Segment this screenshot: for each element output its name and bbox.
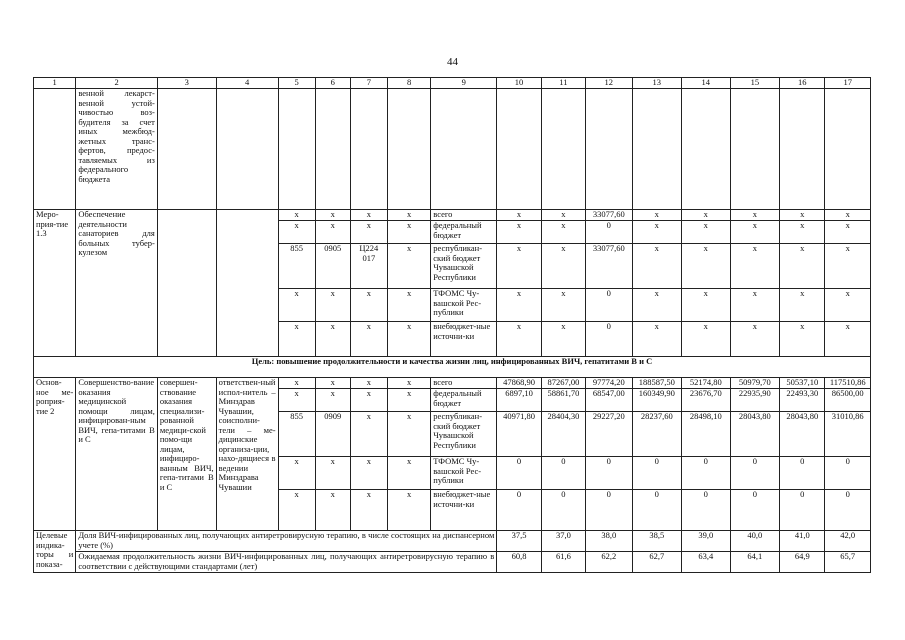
budget-code: x [387, 457, 430, 490]
funding-value: 117510,86 [825, 378, 871, 389]
indicator-row [34, 552, 871, 573]
funding-value: 50979,70 [730, 378, 780, 389]
measure-desc: Совершенство-вание оказания медицинской помощи лицам, инфицирован-ным ВИЧ, гепа-титами В и С [76, 378, 158, 531]
budget-code: x [278, 490, 315, 531]
funding-value: x [825, 289, 871, 322]
indicator-value: 40,0 [730, 531, 780, 552]
budget-code: x [278, 210, 315, 221]
funding-value: x [825, 210, 871, 221]
column-number: 8 [387, 78, 430, 89]
continuation-row [34, 89, 871, 210]
funding-value: x [632, 244, 682, 289]
funding-value: x [541, 221, 585, 244]
funding-value: 0 [825, 457, 871, 490]
funding-source: федеральный бюджет [431, 221, 497, 244]
indicator-value: 62,7 [632, 552, 682, 573]
budget-code: x [350, 378, 387, 389]
goal-text: Цель: повышение продолжительности и качества жизни лиц, инфицированных ВИЧ, гепатитами В и С [34, 357, 871, 378]
budget-code: x [278, 389, 315, 412]
funding-value: x [632, 210, 682, 221]
indicator-value: 37,0 [541, 531, 585, 552]
funding-value: 0 [825, 490, 871, 531]
column-number: 14 [682, 78, 731, 89]
column-number: 12 [586, 78, 632, 89]
budget-code: 0905 [315, 244, 350, 289]
budget-code: x [350, 412, 387, 457]
budget-code: x [278, 289, 315, 322]
funding-value: x [682, 289, 731, 322]
funding-value: x [541, 322, 585, 357]
budget-code: x [278, 322, 315, 357]
funding-source: республикан-ский бюджет Чувашской Республики [431, 412, 497, 457]
funding-value: x [497, 322, 541, 357]
budget-code: x [278, 378, 315, 389]
funding-source: ТФОМС Чу-вашской Рес-публики [431, 457, 497, 490]
indicator-value: 61,6 [541, 552, 585, 573]
column-number-row [34, 78, 871, 89]
funding-value: 31010,86 [825, 412, 871, 457]
funding-row [34, 378, 871, 389]
funding-value: 0 [586, 457, 632, 490]
column-number: 11 [541, 78, 585, 89]
funding-value: 0 [497, 457, 541, 490]
column-number: 17 [825, 78, 871, 89]
funding-value: 33077,60 [586, 244, 632, 289]
funding-value: x [497, 244, 541, 289]
funding-source: внебюджет-ные источни-ки [431, 322, 497, 357]
funding-value: 0 [730, 490, 780, 531]
budget-code: x [350, 221, 387, 244]
budget-code: x [350, 210, 387, 221]
funding-value: 40971,80 [497, 412, 541, 457]
budget-code: x [315, 210, 350, 221]
goal-row [34, 357, 871, 378]
goal-link [157, 210, 216, 357]
funding-value: x [682, 221, 731, 244]
funding-source: внебюджет-ные источни-ки [431, 490, 497, 531]
funding-value: x [497, 221, 541, 244]
funding-source: всего [431, 210, 497, 221]
funding-value: 0 [541, 490, 585, 531]
column-number: 4 [216, 78, 278, 89]
budget-code: x [315, 490, 350, 531]
funding-value: x [825, 221, 871, 244]
budget-code: 855 [278, 412, 315, 457]
budget-code: 855 [278, 244, 315, 289]
executor [216, 210, 278, 357]
funding-value: 0 [586, 322, 632, 357]
funding-value: 188587,50 [632, 378, 682, 389]
goal-link: совершен-ствование оказания специализи-рованной медици-ской помо-щи лицам, инфициро-ванным ВИЧ, гепа-титами В и С [157, 378, 216, 531]
funding-value: 160349,90 [632, 389, 682, 412]
indicators-label: Целевые индика-торы и показа- [34, 531, 76, 573]
column-number: 9 [431, 78, 497, 89]
indicator-value: 37,5 [497, 531, 541, 552]
funding-value: x [682, 244, 731, 289]
indicator-row [34, 531, 871, 552]
column-number: 15 [730, 78, 780, 89]
funding-value: 0 [541, 457, 585, 490]
funding-value: 28043,80 [780, 412, 825, 457]
funding-value: 0 [586, 221, 632, 244]
funding-row [34, 210, 871, 221]
program-table [33, 77, 871, 573]
funding-value: x [541, 244, 585, 289]
funding-value: x [730, 210, 780, 221]
cont-desc: венной лекарст-венной устой-чивостью воз-будителя за счет иных межбюд-жетных транс-фертов, предос-тавляемых из федерального бюджета [76, 89, 158, 210]
indicator-value: 62,2 [586, 552, 632, 573]
funding-value: x [541, 210, 585, 221]
funding-value: 0 [780, 490, 825, 531]
funding-value: 28237,60 [632, 412, 682, 457]
budget-code: x [350, 389, 387, 412]
indicator-value: 39,0 [682, 531, 731, 552]
indicator-value: 63,4 [682, 552, 731, 573]
funding-value: 0 [497, 490, 541, 531]
budget-code: x [315, 389, 350, 412]
funding-value: x [541, 289, 585, 322]
budget-code: x [278, 221, 315, 244]
funding-value: x [780, 210, 825, 221]
budget-code: x [387, 221, 430, 244]
funding-value: x [730, 244, 780, 289]
funding-value: 86500,00 [825, 389, 871, 412]
executor: ответствен-ный испол-нитель – Минздрав Чувашии, соисполни-тели – ме-дицинские организа-ции, нахо-дящиеся в ведении Минздрава Чувашии [216, 378, 278, 531]
funding-source: федеральный бюджет [431, 389, 497, 412]
funding-value: 50537,10 [780, 378, 825, 389]
budget-code: Ц224 017 [350, 244, 387, 289]
budget-code: x [350, 490, 387, 531]
funding-value: x [730, 322, 780, 357]
funding-value: 47868,90 [497, 378, 541, 389]
funding-value: x [780, 244, 825, 289]
budget-code: x [387, 412, 430, 457]
funding-value: 29227,20 [586, 412, 632, 457]
funding-value: 87267,00 [541, 378, 585, 389]
funding-value: 52174,80 [682, 378, 731, 389]
indicator-value: 41,0 [780, 531, 825, 552]
budget-code: x [387, 210, 430, 221]
budget-code: x [315, 378, 350, 389]
funding-value: 0 [586, 490, 632, 531]
budget-code: x [387, 289, 430, 322]
funding-value: 22493,30 [780, 389, 825, 412]
indicator-text: Ожидаемая продолжительность жизни ВИЧ-инфицированных лиц, получающих антиретровирусную терапию в соответствии с действующими стандартами (лет) [76, 552, 497, 573]
indicator-value: 60,8 [497, 552, 541, 573]
funding-value: 0 [780, 457, 825, 490]
funding-value: x [497, 210, 541, 221]
funding-value: 0 [682, 490, 731, 531]
funding-value: 97774,20 [586, 378, 632, 389]
indicator-value: 38,0 [586, 531, 632, 552]
funding-value: 58861,70 [541, 389, 585, 412]
budget-code: x [315, 289, 350, 322]
funding-value: x [632, 289, 682, 322]
budget-code: x [387, 389, 430, 412]
budget-code: x [278, 457, 315, 490]
indicator-value: 64,1 [730, 552, 780, 573]
indicator-value: 64,9 [780, 552, 825, 573]
budget-code: x [387, 378, 430, 389]
funding-value: 0 [586, 289, 632, 322]
funding-value: 28498,10 [682, 412, 731, 457]
budget-code: 0909 [315, 412, 350, 457]
page-number: 44 [447, 56, 458, 68]
budget-code: x [387, 244, 430, 289]
budget-code: x [350, 322, 387, 357]
budget-code: x [315, 322, 350, 357]
funding-value: 6897,10 [497, 389, 541, 412]
column-number: 3 [157, 78, 216, 89]
funding-value: 0 [682, 457, 731, 490]
measure-name: Меро-прия-тие 1.3 [34, 210, 76, 357]
funding-value: x [780, 221, 825, 244]
funding-value: 22935,90 [730, 389, 780, 412]
column-number: 1 [34, 78, 76, 89]
funding-value: x [825, 322, 871, 357]
budget-code: x [315, 221, 350, 244]
funding-value: 0 [632, 457, 682, 490]
funding-value: x [825, 244, 871, 289]
funding-value: 28404,30 [541, 412, 585, 457]
funding-value: x [730, 289, 780, 322]
indicator-value: 42,0 [825, 531, 871, 552]
column-number: 2 [76, 78, 158, 89]
funding-value: 28043,80 [730, 412, 780, 457]
indicator-value: 65,7 [825, 552, 871, 573]
funding-value: 68547,00 [586, 389, 632, 412]
column-number: 6 [315, 78, 350, 89]
funding-value: 23676,70 [682, 389, 731, 412]
measure-name: Основ-ное ме-роприя-тие 2 [34, 378, 76, 531]
indicator-text: Доля ВИЧ-инфицированных лиц, получающих антиретровирусную терапию, в числе состоящих на диспансерном учете (%) [76, 531, 497, 552]
budget-code: x [350, 457, 387, 490]
column-number: 13 [632, 78, 682, 89]
measure-desc: Обеспечение деятельности санаториев для больных тубер-кулезом [76, 210, 158, 357]
funding-value: x [780, 322, 825, 357]
funding-value: x [780, 289, 825, 322]
column-number: 5 [278, 78, 315, 89]
budget-code: x [387, 322, 430, 357]
funding-source: республикан-ский бюджет Чувашской Республики [431, 244, 497, 289]
column-number: 16 [780, 78, 825, 89]
funding-value: 0 [632, 490, 682, 531]
funding-value: x [682, 210, 731, 221]
funding-value: 0 [730, 457, 780, 490]
column-number: 10 [497, 78, 541, 89]
funding-value: x [632, 221, 682, 244]
funding-value: x [497, 289, 541, 322]
funding-source: ТФОМС Чу-вашской Рес-публики [431, 289, 497, 322]
funding-value: x [682, 322, 731, 357]
budget-code: x [387, 490, 430, 531]
column-number: 7 [350, 78, 387, 89]
funding-source: всего [431, 378, 497, 389]
budget-code: x [315, 457, 350, 490]
budget-code: x [350, 289, 387, 322]
funding-value: x [730, 221, 780, 244]
funding-value: 33077,60 [586, 210, 632, 221]
indicator-value: 38,5 [632, 531, 682, 552]
funding-value: x [632, 322, 682, 357]
